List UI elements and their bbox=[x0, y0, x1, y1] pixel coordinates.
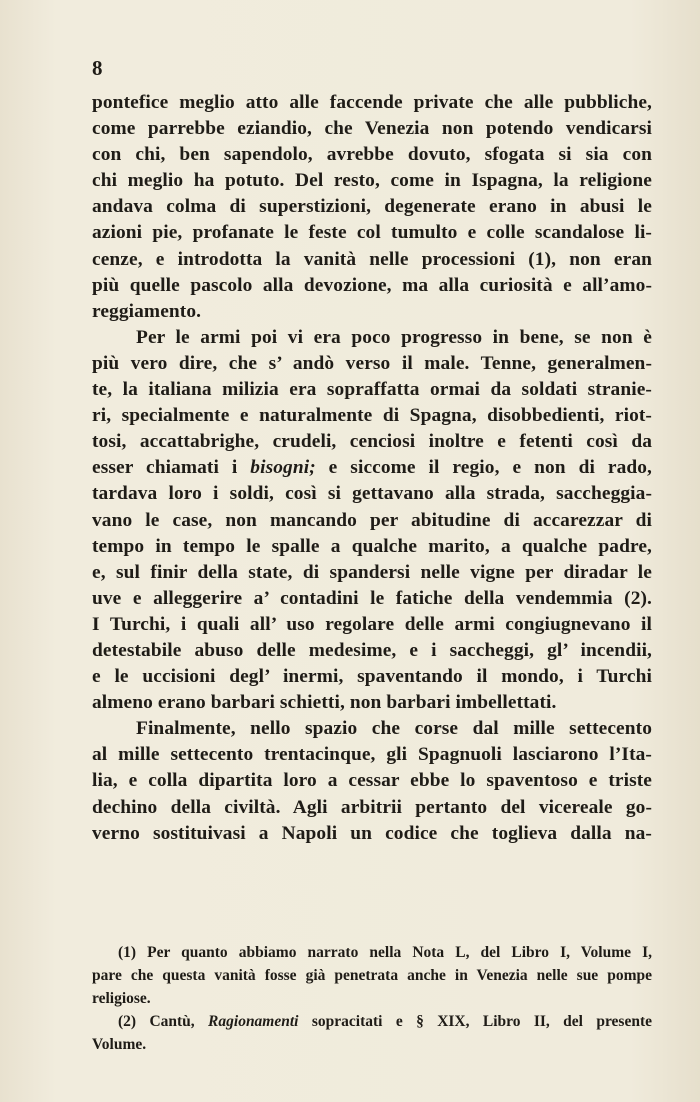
text-line: te, la italiana milizia era sopraffatta ormai da soldati stranie- bbox=[92, 379, 652, 401]
text-line: pontefice meglio atto alle faccende private che alle pubbliche, bbox=[92, 92, 652, 113]
text-segment: e siccome il regio, e non di rado, bbox=[315, 457, 653, 479]
text-line: detestabile abuso delle medesime, e i saccheggi, gl’ incendii, bbox=[92, 639, 652, 661]
text-line: al mille settecento trentacinque, gli Spagnuoli lasciarono l’Ita- bbox=[92, 744, 652, 766]
text-line: cenze, e introdotta la vanità nelle processioni (1), non eran bbox=[92, 248, 652, 270]
text-line: chi meglio ha potuto. Del resto, come in Ispagna, la religione bbox=[92, 170, 652, 192]
text-line: e le uccisioni degl’ inermi, spaventando il mondo, i Turchi bbox=[92, 666, 652, 688]
footnote-line: (1) Per quanto abbiamo narrato nella Nota L, del Libro I, Volume I, bbox=[118, 944, 652, 961]
text-line: tosi, accattabrighe, crudeli, cenciosi inoltre e fetenti così da bbox=[92, 431, 652, 453]
body-text bbox=[92, 90, 652, 847]
text-line: dechino della civiltà. Agli arbitrii pertanto del vicereale go- bbox=[92, 796, 652, 818]
text-line: almeno erano barbari schietti, non barbari imbellettati. bbox=[92, 692, 557, 714]
text-line: tempo in tempo le spalle a qualche marito, a qualche padre, bbox=[92, 535, 652, 557]
text-segment: esser chiamati i bbox=[92, 457, 251, 479]
text-line bbox=[92, 455, 652, 481]
text-line: più quelle pascolo alla devozione, ma alla curiosità e all’amo- bbox=[92, 274, 652, 296]
footnote-line: pare che questa vanità fosse già penetrata anche in Venezia nelle sue pompe bbox=[92, 967, 652, 984]
text-line: I Turchi, i quali all’ uso regolare delle armi congiugnevano il bbox=[92, 613, 652, 635]
text-line: Per le armi poi vi era poco progresso in bene, se non è bbox=[136, 326, 652, 348]
text-line: come parrebbe eziandio, che Venezia non potendo vendicarsi bbox=[92, 118, 652, 140]
text-line: più vero dire, che s’ andò verso il male. Tenne, generalmen- bbox=[92, 352, 652, 374]
footnote-line bbox=[92, 1010, 652, 1033]
text-line: uve e alleggerire a’ contadini le fatiche della vendemmia (2). bbox=[92, 587, 652, 609]
page-number: 8 bbox=[92, 56, 103, 80]
text-line: vano le case, non mancando per abitudine di accarezzar di bbox=[92, 509, 652, 531]
italic-title: Ragionamenti bbox=[208, 1013, 299, 1030]
text-line: lia, e colla dipartita loro a cessar ebbe lo spaventoso e triste bbox=[92, 770, 652, 792]
text-line: verno sostituivasi a Napoli un codice che toglieva dalla na- bbox=[92, 822, 652, 844]
text-line: e, sul finir della state, di spandersi nelle vigne per diradar le bbox=[92, 561, 652, 583]
footnote-line: religiose. bbox=[92, 990, 151, 1007]
text-line: tardava loro i soldi, così si gettavano alla strada, saccheggia- bbox=[92, 483, 652, 505]
footnote-line: Volume. bbox=[92, 1036, 147, 1053]
italic-term: bisogni; bbox=[250, 457, 316, 479]
text-line: con chi, ben sapendolo, avrebbe dovuto, sfogata si sia con bbox=[92, 144, 652, 166]
text-line: azioni pie, profanate le feste col tumulto e colle scandalose li- bbox=[92, 222, 652, 244]
text-line: ri, specialmente e naturalmente di Spagna, disobbedienti, riot- bbox=[92, 405, 652, 427]
text-line: reggiamento. bbox=[92, 300, 202, 322]
text-segment: sopracitati e § XIX, Libro II, del presente bbox=[298, 1013, 653, 1030]
text-line: andava colma di superstizioni, degenerate erano in abusi le bbox=[92, 196, 652, 218]
text-segment: (2) Cantù, bbox=[118, 1013, 209, 1030]
text-line: Finalmente, nello spazio che corse dal mille settecento bbox=[136, 718, 652, 740]
footnotes bbox=[92, 941, 652, 1056]
